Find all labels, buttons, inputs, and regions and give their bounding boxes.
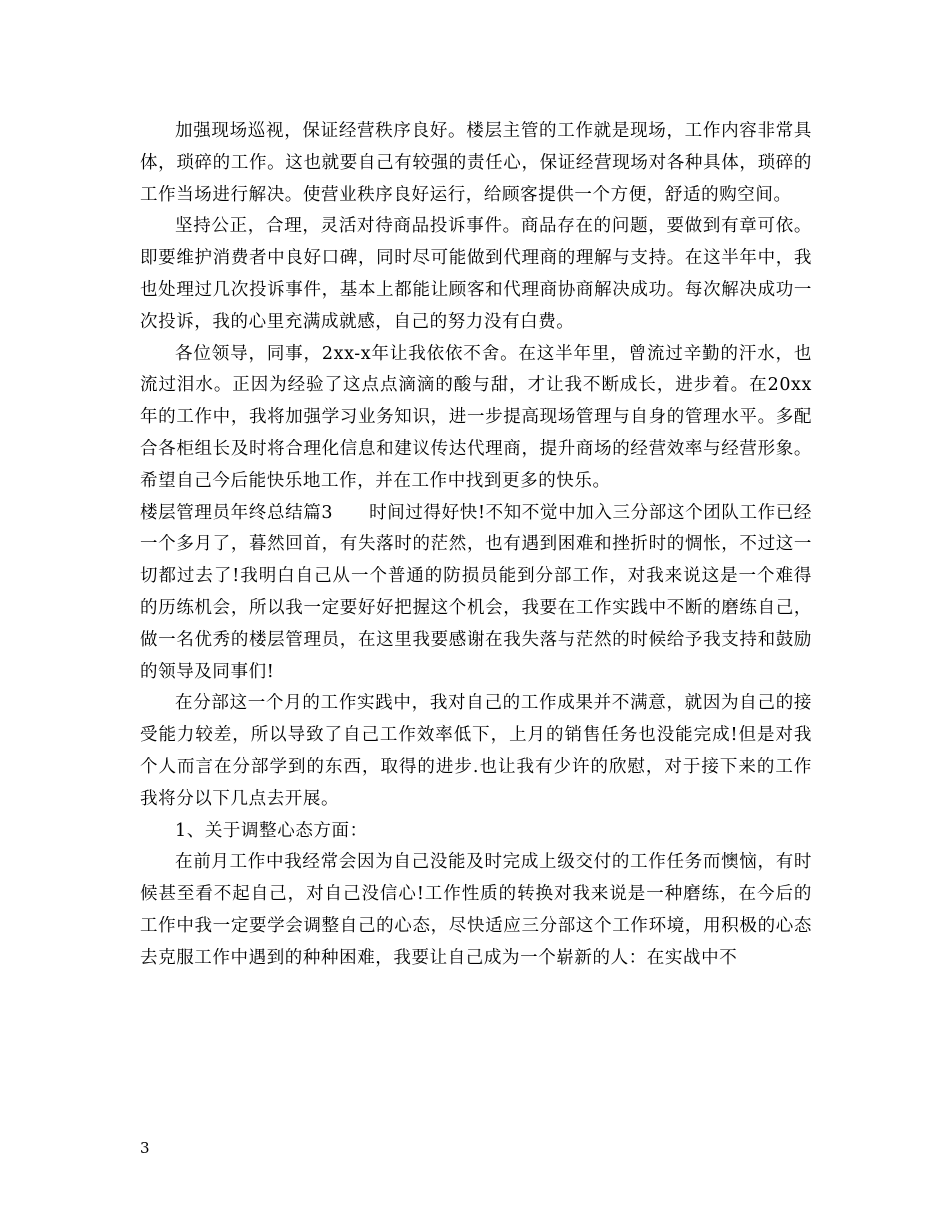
document-body [140,116,812,975]
paragraph-site-inspection: 加强现场巡视，保证经营秩序良好。楼层主管的工作就是现场，工作内容非常具体，琐碎的工作。这也就要自己有较强的责任心，保证经营现场对各种具体，琐碎的工作当场进行解决。使营业秩序良好运行，给顾客提供一个方便，舒适的购空间。 [140,121,812,205]
section-heading: 楼层管理员年终总结篇3 [140,502,334,523]
section-intro-paragraph [140,498,812,689]
section-first-paragraph: 时间过得好快!不知不觉中加入三分部这个团队工作已经一个多月了，暮然回首，有失落时的茫然，也有遇到困难和挫折时的惆怅，不过这一切都过去了!我明白自己从一个普通的防损员能到分部工作，对我来说这是一个难得的历练机会，所以我一定要好好把握这个机会，我要在工作实践中不断的磨练自己，做一名优秀的楼层管理员，在这里我要感谢在我失落与茫然的时候给予我支持和鼓励的领导及同事们! [140,502,813,682]
subheading-mindset: 1、关于调整心态方面： [175,820,368,841]
page-number: 3 [140,1139,150,1157]
paragraph-complaint-handling: 坚持公正，合理，灵活对待商品投诉事件。商品存在的问题，要做到有章可依。即要维护消费者中良好口碑，同时尽可能做到代理商的理解与支持。在这半年中，我也处理过几次投诉事件，基本上都能让顾客和代理商协商解决成功。每次解决成功一次投诉，我的心里充满成就感，自己的努力没有白费。 [140,216,812,332]
paragraph-work-results: 在分部这一个月的工作实践中，我对自己的工作成果并不满意，就因为自己的接受能力较差，所以导致了自己工作效率低下，上月的销售任务也没能完成!但是对我个人而言在分部学到的东西，取得的进步.也让我有少许的欣慰，对于接下来的工作我将分以下几点去开展。 [140,693,812,809]
paragraph-mindset: 在前月工作中我经常会因为自己没能及时完成上级交付的工作任务而懊恼，有时候甚至看不起自己，对自己没信心!工作性质的转换对我来说是一种磨练，在今后的工作中我一定要学会调整自己的心态，尽快适应三分部这个工作环境，用积极的心态去克服工作中遇到的种种困难，我要让自己成为一个崭新的人：在实战中不 [140,852,812,968]
paragraph-closing-remarks: 各位领导，同事，2xx-x年让我依依不舍。在这半年里，曾流过辛勤的汗水，也流过泪水。正因为经验了这点点滴滴的酸与甜，才让我不断成长，进步着。在20xx年的工作中，我将加强学习业务知识，进一步提高现场管理与自身的管理水平。多配合各柜组长及时将合理化信息和建议传达代理商，提升商场的经营效率与经营形象。希望自己今后能快乐地工作，并在工作中找到更多的快乐。 [140,343,812,491]
